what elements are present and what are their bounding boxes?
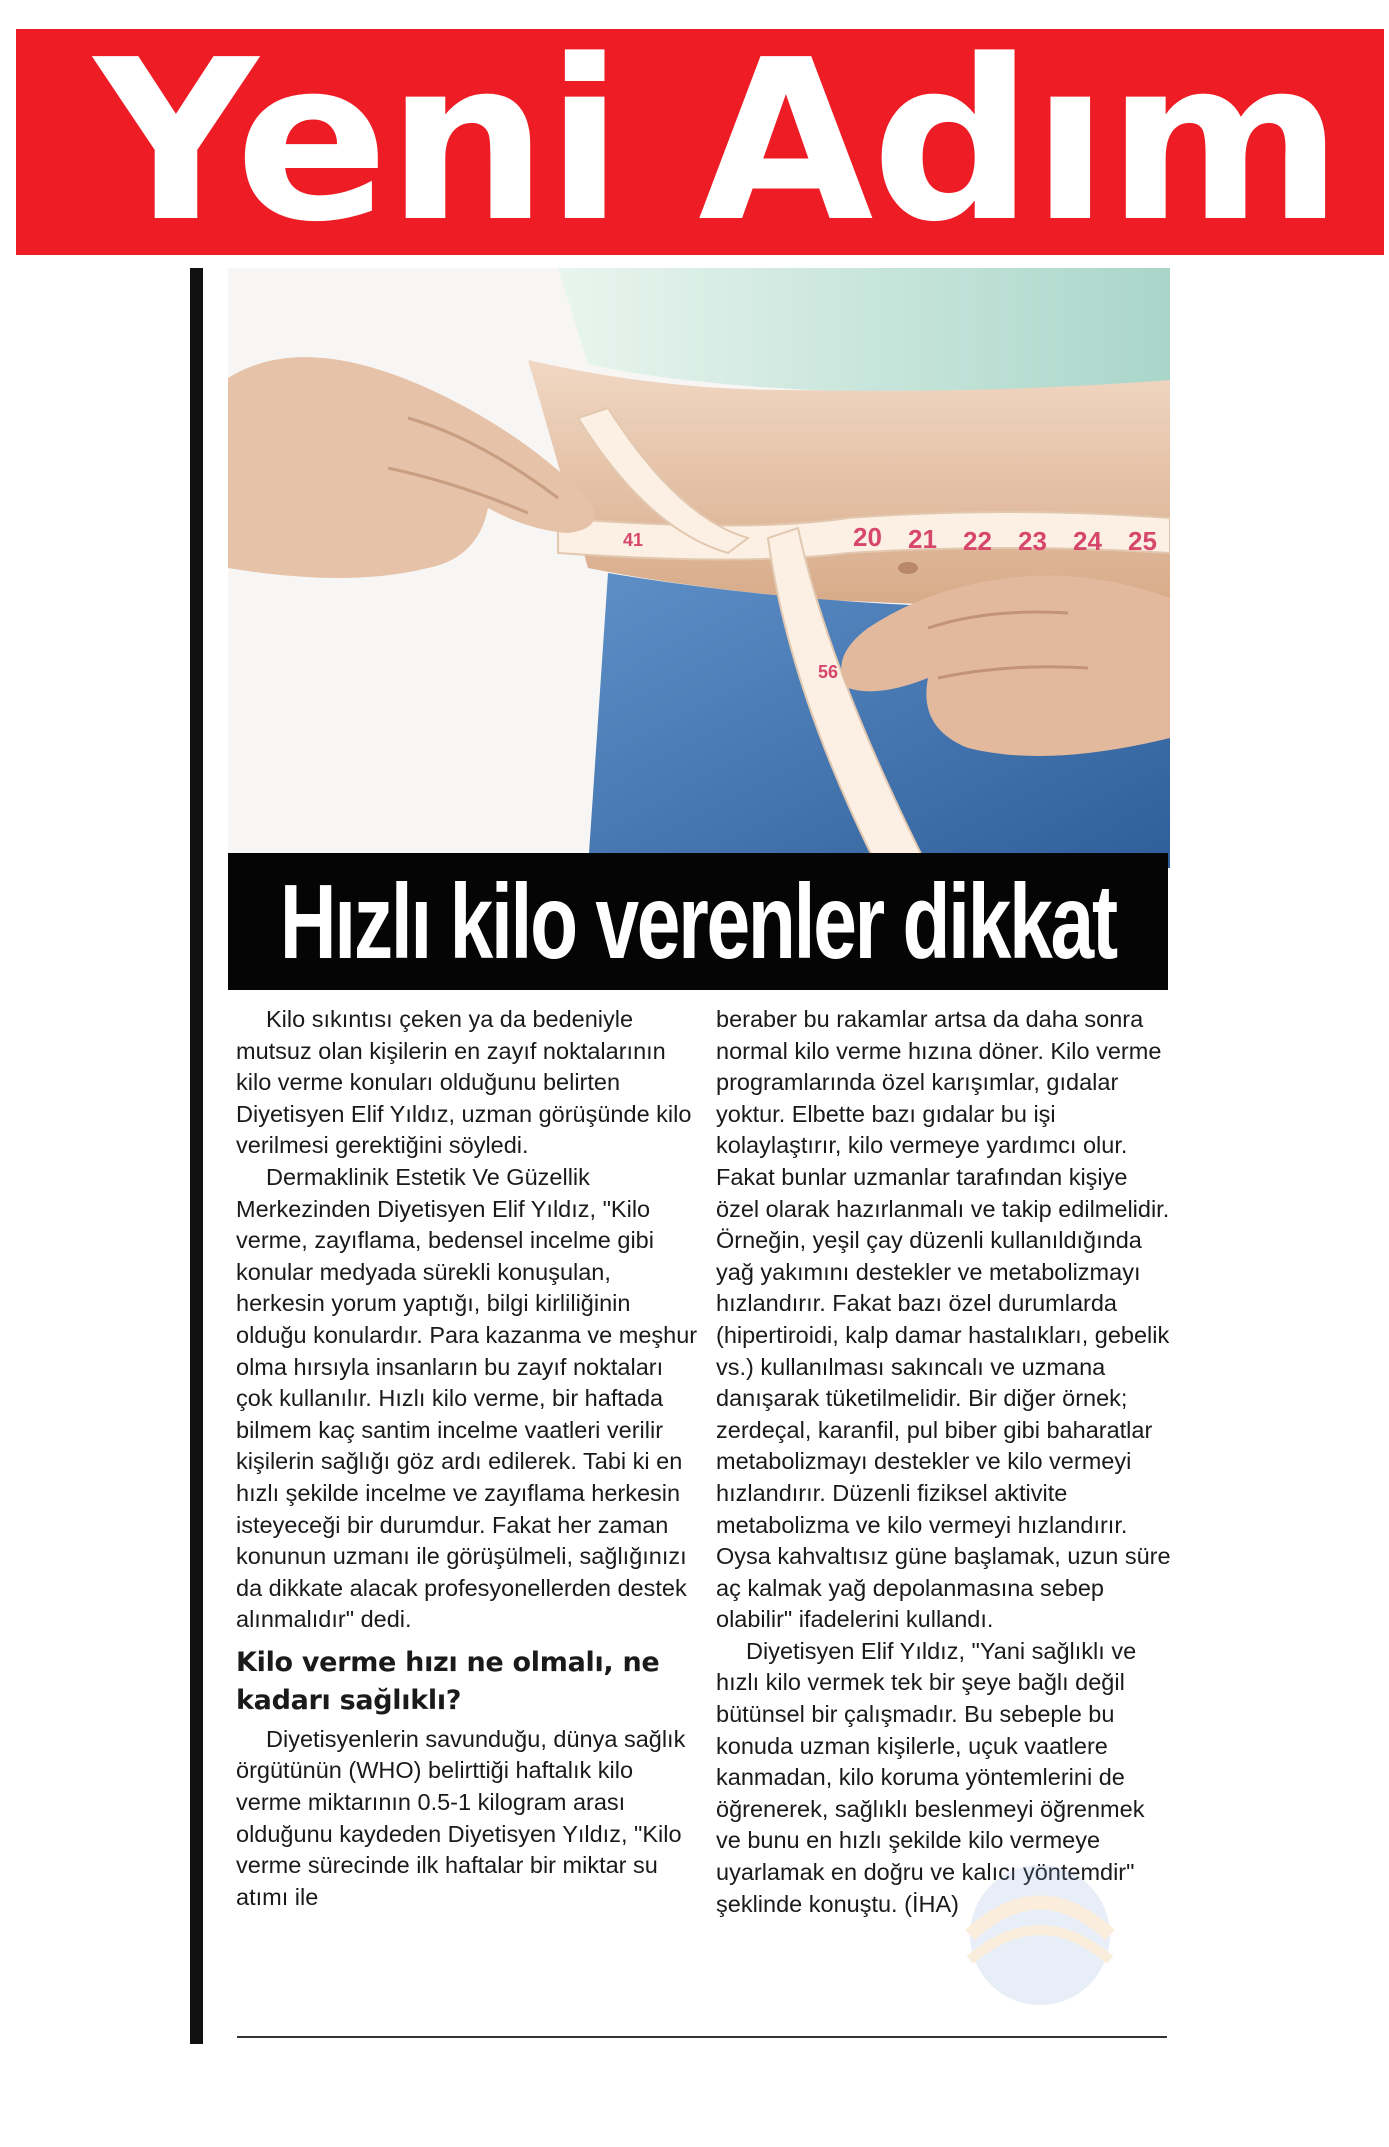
paragraph: beraber bu rakamlar artsa da daha sonra normal kilo verme hızına döner. Kilo verme programlarında özel karışımlar, gıdalar yoktur. Elbette bazı gıdalar bu işi kolaylaştırır, kilo vermeye yardımcı olur. Fakat bunlar uzmanlar tarafından kişiye özel olarak hazırlanmalı ve takip edilmelidir. Örneğin, yeşil çay düzenli kullanıldığında yağ yakımını destekler ve metabolizmayı hızlandırır. Fakat bazı özel durumlarda (hipertiroidi, kalp damar hastalıkları, gebelik vs.) kullanılması sakıncalı ve uzmana danışarak tüketilmelidir. Bir diğer örnek; zerdeçal, karanfil, pul biber gibi baharatlar metabolizmayı destekler ve kilo vermeyi hızlandırır. Düzenli fiziksel aktivite metabolizma ve kilo vermeyi hızlandırır. Oysa kahvaltısız güne başlamak, uzun süre aç kalmak yağ depolanmasına sebep olabilir" ifadelerini kullandı. — [716, 1006, 1171, 1633]
tape-number: 25 — [1128, 526, 1157, 556]
masthead — [16, 29, 1384, 255]
article-photo — [228, 268, 1170, 868]
watermark-logo — [930, 1850, 1150, 2020]
tape-number: 21 — [908, 524, 937, 554]
article-column-left — [236, 1004, 698, 1913]
article-subheading: Kilo verme hızı ne olmalı, ne kadarı sağlıklı? — [236, 1646, 660, 1716]
paragraph: Diyetisyenlerin savunduğu, dünya sağlık örgütünün (WHO) belirttiği haftalık kilo verme miktarının 0.5-1 kilogram arası olduğunu kaydeden Diyetisyen Yıldız, "Kilo verme sürecinde ilk haftalar bir miktar su atımı ile — [236, 1725, 686, 1910]
tape-number: 41 — [623, 530, 644, 550]
left-vertical-rule — [190, 268, 203, 2044]
article-headline: Hızlı kilo verenler dikkat — [280, 862, 1116, 981]
tape-number: 20 — [853, 522, 882, 552]
article-column-right — [716, 1004, 1174, 1920]
headline-bar — [228, 853, 1168, 990]
tape-number: 23 — [1018, 526, 1047, 556]
paragraph: Diyetisyen Elif Yıldız, "Yani sağlıklı ve hızlı kilo vermek tek bir şeye bağlı değil bütünsel bir çalışmadır. Bu sebeple bu konuda uzman kişilerle, uçuk vaatlere kanmadan, kilo koruma yöntemlerini de öğrenerek, sağlıklı beslenmeyi öğrenmek ve bunu en hızlı şekilde kilo vermeye uyarlamak en doğru ve kalıcı yöntemdir" şeklinde konuştu. (İHA) — [716, 1637, 1145, 1917]
paragraph: Kilo sıkıntısı çeken ya da bedeniyle mutsuz olan kişilerin en zayıf noktalarının kilo verme konuları olduğunu belirten Diyetisyen Elif Yıldız, uzman görüşünde kilo verilmesi gerektiğini söyledi. — [236, 1006, 692, 1159]
tape-number: 22 — [963, 526, 992, 556]
tape-number: 24 — [1073, 526, 1102, 556]
waist-measuring-illustration — [228, 268, 1170, 868]
bottom-rule — [237, 2036, 1167, 2038]
paragraph: Dermaklinik Estetik Ve Güzellik Merkezinden Diyetisyen Elif Yıldız, "Kilo verme, zayıflama, bedensel incelme gibi konular medyada sürekli konuşulan, herkesin yorum yaptığı, bilgi kirliliğinin olduğu konulardır. Para kazanma ve meşhur olma hırsıyla insanların bu zayıf noktaları çok kullanılır. Hızlı kilo verme, bir haftada bilmem kaç santim incelme vaatleri verilir kişilerin sağlığı göz ardı edilerek. Tabi ki en hızlı şekilde incelme ve zayıflama herkesin isteyeceği bir durumdur. Fakat her zaman konunun uzmanı ile görüşülmeli, sağlığınızı da dikkate alacak profesyonellerden destek alınmalıdır" dedi. — [236, 1163, 698, 1633]
masthead-title: Yeni Adım — [94, 29, 1341, 255]
tape-number: 56 — [818, 662, 839, 682]
